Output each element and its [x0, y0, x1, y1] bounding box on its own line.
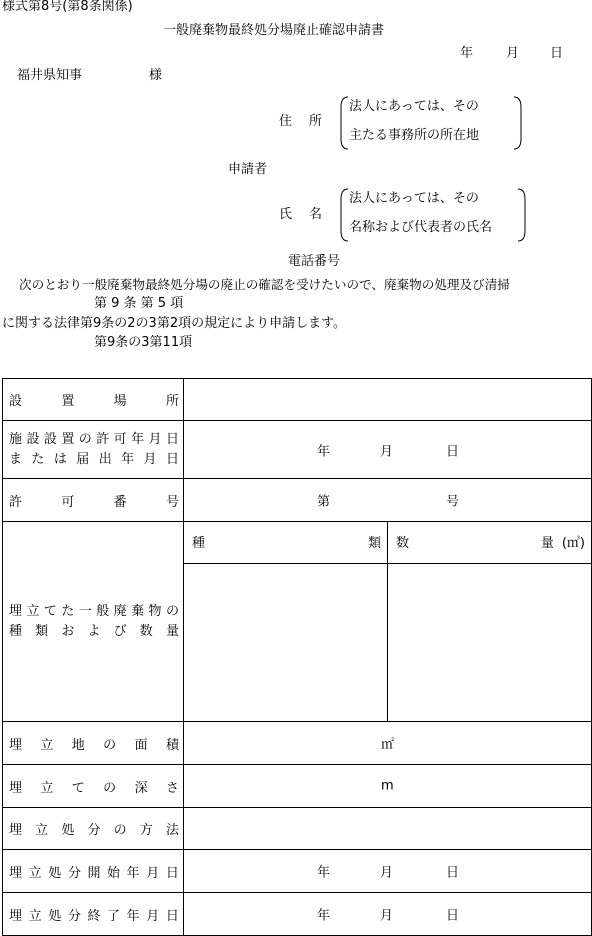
phone-label: 電話番号 [288, 254, 341, 269]
name-label-mei: 名 [309, 207, 323, 222]
table-row [3, 893, 592, 936]
method-field[interactable] [184, 808, 592, 850]
table-row [3, 421, 592, 479]
table-row [3, 479, 592, 522]
location-field[interactable] [184, 379, 592, 421]
method-label-cell: 埋 立 処 分 の 方 法 [3, 808, 184, 850]
permit-date-label-cell: 施 設 設 置 の 許 可 年 月 日 ま た は 届 出 年 月 日 [3, 421, 184, 479]
table-row [3, 522, 592, 564]
area-field[interactable]: ㎡ [184, 722, 592, 765]
address-note-2: 主たる事務所の所在地 [349, 128, 480, 143]
form-number: 様式第8号(第8条関係) [2, 0, 133, 14]
depth-label-cell: 埋 立 て の 深 さ [3, 765, 184, 808]
table-row [3, 850, 592, 893]
body-line-1: 次のとおり一般廃棄物最終処分場の廃止の確認を受けたいので、廃棄物の処理及び清掃 [19, 277, 510, 292]
date-month-label: 月 [506, 46, 520, 61]
table-row [3, 808, 592, 850]
table-row [3, 379, 592, 421]
start-date-field[interactable]: 年 月 日 [184, 850, 592, 893]
name-note-1: 法人にあっては、その [349, 191, 479, 206]
permit-no-label-cell: 許 可 番 号 [3, 479, 184, 522]
body-line-3: に関する法律第9条の2の3第2項の規定により申請します。 [2, 316, 347, 331]
addressee: 福井県知事 [17, 68, 83, 83]
depth-field[interactable]: m [184, 765, 592, 808]
name-label-shi: 氏 [279, 207, 293, 222]
qty-header-cell: 数 量 (㎥) [388, 522, 592, 564]
applicant-label: 申請者 [228, 162, 268, 177]
permit-no-field[interactable]: 第 号 [184, 479, 592, 522]
waste-label-cell: 埋 立 て た 一 般 廃 棄 物 の 種 類 お よ び 数 量 [3, 522, 184, 722]
waste-kind-field[interactable] [184, 564, 388, 722]
permit-date-field[interactable]: 年 月 日 [184, 421, 592, 479]
location-label-cell: 設 置 場 所 [3, 379, 184, 421]
kind-header-cell: 種 類 [184, 522, 388, 564]
body-line-2: 第 9 条 第 5 項 [94, 296, 184, 311]
area-label-cell: 埋 立 地 の 面 積 [3, 722, 184, 765]
date-day-label: 日 [550, 46, 564, 61]
table-row [3, 765, 592, 808]
address-note-1: 法人にあっては、その [349, 99, 479, 114]
waste-qty-field[interactable] [388, 564, 592, 722]
end-date-field[interactable]: 年 月 日 [184, 893, 592, 936]
end-label-cell: 埋 立 処 分 終 了 年 月 日 [3, 893, 184, 936]
application-table [2, 378, 592, 936]
start-label-cell: 埋 立 処 分 開 始 年 月 日 [3, 850, 184, 893]
document-title: 一般廃棄物最終処分場廃止確認申請書 [163, 23, 385, 38]
address-label-ju: 住 [279, 114, 293, 129]
name-note-2: 名称および代表者の氏名 [349, 220, 493, 235]
addressee-honorific: 様 [149, 68, 163, 83]
date-year-label: 年 [460, 46, 474, 61]
address-label-sho: 所 [309, 114, 323, 129]
body-line-4: 第9条の3第11項 [94, 335, 193, 350]
table-row [3, 722, 592, 765]
